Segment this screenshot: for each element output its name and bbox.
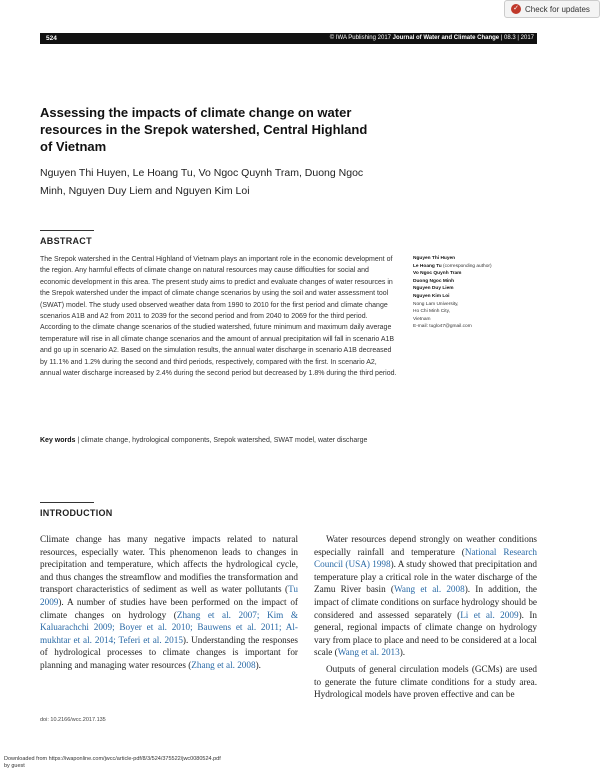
affiliation-name: Duong Ngoc Minh	[413, 278, 455, 284]
text-run: ).	[255, 659, 261, 670]
doi[interactable]: doi: 10.2166/wcc.2017.135	[40, 717, 106, 723]
paragraph	[40, 533, 298, 672]
text-run: Water resources depend strongly on weather conditions especially rainfall and temperature (	[314, 534, 537, 557]
text-run: ). Understanding the responses of hydrological processes to climate changes is important for planning and managing water resources (	[40, 634, 298, 670]
article-title: Assessing the impacts of climate change on water resources in the Srepok watershed, Central Highland of Vietnam	[40, 105, 368, 154]
text-run: Climate change has many negative impacts related to natural resources, especially water. This phenomenon leads to changes in precipitation and temperature, which affects the hydrological cycle, and thus changes the streamflow and modifies the transformation and transport characteristics of sediment as well as water pollutants (	[40, 534, 298, 595]
update-badge-icon: ✓	[511, 4, 521, 14]
author-list: Nguyen Thi Huyen, Le Hoang Tu, Vo Ngoc Quynh Tram, Duong Ngoc Minh, Nguyen Duy Liem and Nguyen Kim Loi	[40, 167, 364, 197]
journal-name: Journal of Water and Climate Change	[392, 35, 500, 41]
abstract-text: The Srepok watershed in the Central Highland of Vietnam plays an important role in the economic development of the region. Any harmful effects of climate change on natural resources may cause difficulties for social and economic development in this area. The present study aims to predict and evaluate changes of water resources in the Srepok watershed under the impact of climate change scenarios by using the soil and water assessment tool (SWAT) model. The study used observed weather data from 1990 to 2010 for the first period and climate change scenarios A1B and A2 from 2011 to 2039 for the second period and from 2040 to 2069 for the third period. According to the climate change scenarios of the studied watershed, future minimum and maximum daily average temperature will rise in all climate change scenarios and the amount of annual precipitation will fall in scenario A1B and go up in scenario A2. Based on the simulation results, the annual water discharge in scenario A1B decreased by 11.1% and 1.2% during the second and third periods, respectively, compared with the first. In scenario A2, annual water discharge increased by 2.4% during the second period but decreased by 1.8% during the third period.	[40, 256, 397, 378]
affiliation-name: Nguyen Duy Liem	[413, 286, 454, 292]
citation-link[interactable]: Wang et al. 2008	[393, 584, 465, 595]
abstract-rule	[40, 230, 94, 231]
citation-link[interactable]: Zhang et al. 2007; Kim & Kaluarachchi 2009; Boyer et al. 2010; Bauwens et al. 2011; Al-mukhtar et al. 2014; Teferi et al. 2015	[40, 609, 298, 645]
text-run: ). A study showed that precipitation and temperature play a critical role in the water discharge of the Zamu River basin (	[314, 559, 537, 595]
keywords	[40, 435, 397, 446]
institution-line: Nong Lam University,	[413, 301, 459, 307]
intro-rule	[40, 502, 94, 503]
citation-link[interactable]: Li et al. 2009	[460, 609, 519, 620]
institution-line: Ho Chi Minh City,	[413, 309, 450, 315]
citation-link[interactable]: Tu 2009	[40, 584, 298, 607]
publisher: © IWA Publishing 2017	[329, 35, 391, 41]
affiliation-name: Le Hoang Tu	[413, 263, 442, 269]
download-url: Downloaded from https://iwaponline.com/jwcc/article-pdf/8/3/524/375522/jwc0080524.pdf	[4, 756, 221, 762]
download-notice	[4, 756, 221, 769]
affiliation-name: Nguyen Thi Huyen	[413, 256, 456, 261]
corresponding-note: (corresponding author)	[443, 263, 492, 269]
journal-info: © IWA Publishing 2017 Journal of Water and Climate Change | 08.3 | 2017	[329, 35, 534, 41]
author-affiliation	[413, 255, 533, 331]
citation-link[interactable]: Wang et al. 2013	[337, 647, 400, 658]
page-number: 524	[46, 35, 57, 42]
check-updates-label: Check for updates	[525, 4, 590, 14]
introduction-heading: INTRODUCTION	[40, 508, 113, 518]
download-by: by guest	[4, 762, 25, 769]
citation-link[interactable]: Zhang et al. 2008	[191, 659, 256, 670]
text-run: ). A number of studies have been performed on the impact of climate changes on hydrology (	[40, 596, 298, 620]
affiliation-name: Vo Ngoc Quynh Tram	[413, 271, 462, 277]
citation-link[interactable]: National Research Council (USA) 1998	[314, 546, 537, 570]
abstract-heading: ABSTRACT	[40, 236, 92, 246]
journal-issue: 08.3	[504, 35, 516, 41]
paragraph: Outputs of general circulation models (GCMs) are used to generate the future climate conditions for a study area. Hydrological models have proven effective and can be	[314, 663, 537, 700]
affiliation-name: Nguyen Kim Loi	[413, 293, 450, 299]
intro-right-column	[314, 533, 537, 701]
text-run: ). In general, regional impacts of climate change on hydrology vary from place to place and need to be considered at a local scale (	[314, 609, 537, 658]
intro-left-column	[40, 533, 298, 672]
keywords-list: | climate change, hydrological components, Srepok watershed, SWAT model, water discharge	[77, 437, 368, 444]
author-email: E-mail: tuglo47@gmail.com	[413, 324, 472, 330]
journal-year: 2017	[520, 35, 534, 41]
paragraph	[314, 533, 537, 659]
check-for-updates-button[interactable]	[504, 0, 600, 18]
keywords-label: Key words	[40, 437, 76, 444]
text-run: ). In addition, the impact of climate conditions on surface hydrology should be considered and assessed separately (	[314, 584, 537, 620]
institution-line: Vietnam	[413, 316, 431, 322]
text-run: ).	[399, 647, 406, 658]
